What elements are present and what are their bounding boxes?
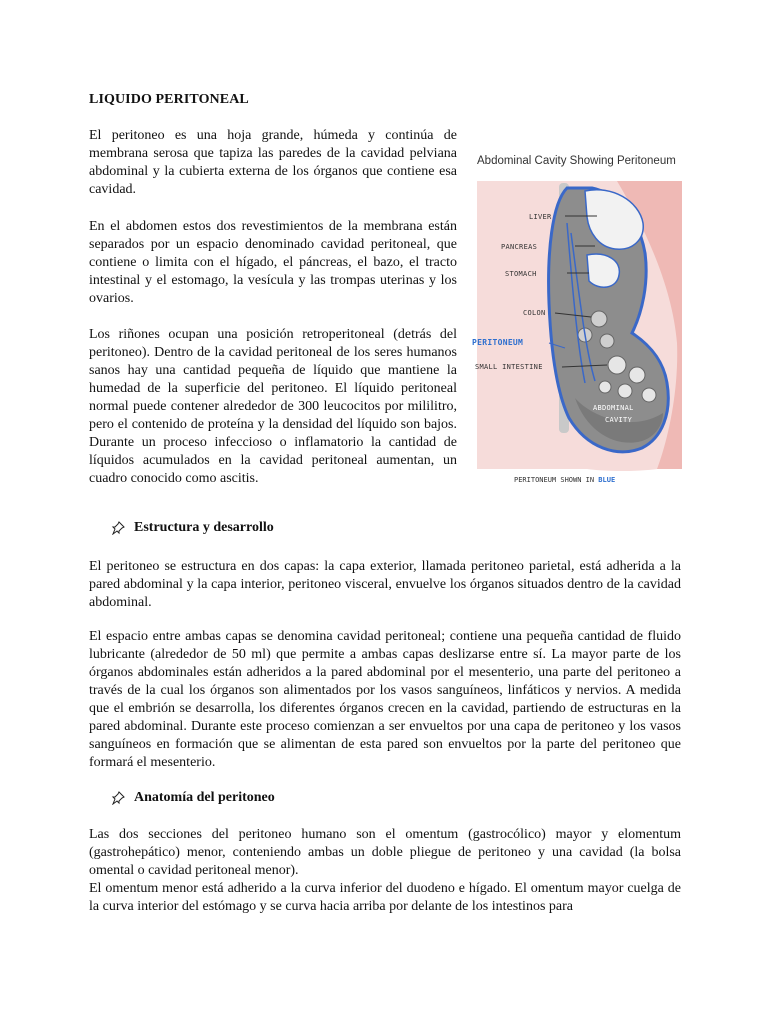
colon-loop xyxy=(600,334,614,348)
caption-highlight: BLUE xyxy=(598,476,616,484)
label-pancreas: PANCREAS xyxy=(501,243,538,251)
peritoneum-figure xyxy=(467,143,692,491)
paragraph-2: En el abdomen estos dos revestimientos de la membrana están separados por un espacio denominado cavidad peritoneal, que contiene o limita con el hígado, el páncreas, el bazo, el tracto intestinal y el estomago, la vesícula y las trompas uterinas y los ovarios. xyxy=(89,219,457,306)
label-liver: LIVER xyxy=(529,213,552,221)
figure-caption xyxy=(514,476,615,484)
paragraph-1: El peritoneo es una hoja grande, húmeda y continúa de membrana serosa que tapiza las paredes de la cavidad pelviana abdominal y la cubierta externa de los órganos que contiene esa cavidad. xyxy=(89,128,457,197)
peritoneum-diagram xyxy=(467,143,692,491)
colon-loop xyxy=(591,311,607,327)
label-stomach: STOMACH xyxy=(505,270,537,278)
label-peritoneum: PERITONEUM xyxy=(472,338,524,347)
page-title: LIQUIDO PERITONEAL xyxy=(89,92,249,107)
intestine-loop xyxy=(629,367,645,383)
pushpin-icon xyxy=(111,791,125,805)
label-cavity: CAVITY xyxy=(605,416,633,424)
section-heading-anatomia xyxy=(111,790,275,806)
paragraph-6: Las dos secciones del peritoneo humano son el omentum (gastrocólico) mayor y elomentum (gastrohepático) menor, conteniendo ambas un doble pliegue de peritoneo y una cavidad (la bolsa omental o cavidad peritoneal menor). xyxy=(89,827,681,878)
figure-title: Abdominal Cavity Showing Peritoneum xyxy=(477,155,676,167)
intestine-loop xyxy=(599,381,611,393)
paragraph-3: Los riñones ocupan una posición retroperitoneal (detrás del peritoneo). Dentro de la cavidad peritoneal de los seres humanos sanos hay una cantidad pequeña de líquido que mantiene la humedad de la superficie del peritoneo. El líquido peritoneal normal puede contener alrededor de 300 leucocitos por mililitro, pero el contenido de proteína y la densidad del líquido son bajos. Durante un proceso infeccioso o inflamatorio la cantidad de líquidos acumulados en la cavidad peritoneal aumentan, un cuadro conocido como ascitis. xyxy=(89,327,457,486)
heading-text: Anatomía del peritoneo xyxy=(134,790,275,805)
paragraph-7: El omentum menor está adherido a la curva inferior del duodeno e hígado. El omentum mayor cuelga de la curva interior del estómago y se curva hacia arriba por delante de los intestinos para xyxy=(89,881,681,914)
section-heading-estructura xyxy=(111,520,274,536)
paragraph-5: El espacio entre ambas capas se denomina cavidad peritoneal; contiene una pequeña cantidad de fluido lubricante (alrededor de 50 ml) que permite a ambas capas deslizarse entre sí. La mayor parte de los órganos abdominales están adheridos a la pared abdominal por el mesenterio, una parte del peritoneo a través de la cual los órganos son alimentados por los vasos sanguíneos, linfáticos y nervios. A medida que el embrión se desarrolla, los diferentes órganos crecen en la cavidad, partiendo de estructuras en la pared abdominal. Durante este proceso comienzan a ser envueltos por una capa de peritoneo y los vasos sanguíneos en formación que se alimentan de esta pared son envueltos por la parte del peritoneo que formará el mesenterio. xyxy=(89,629,681,770)
heading-text: Estructura y desarrollo xyxy=(134,520,274,535)
label-colon: COLON xyxy=(523,309,546,317)
label-small-intestine: SMALL INTESTINE xyxy=(475,363,543,371)
pushpin-icon xyxy=(111,521,125,535)
caption-prefix: PERITONEUM SHOWN IN xyxy=(514,476,599,484)
label-abdominal: ABDOMINAL xyxy=(593,404,634,412)
paragraph-4: El peritoneo se estructura en dos capas: la capa exterior, llamada peritoneo parietal, está adherida a la pared abdominal y la capa interior, peritoneo visceral, envuelve los órganos situados dentro de la cavidad abdominal. xyxy=(89,559,681,610)
intestine-loop xyxy=(618,384,632,398)
intestine-loop xyxy=(608,356,626,374)
intestine-loop xyxy=(642,388,656,402)
